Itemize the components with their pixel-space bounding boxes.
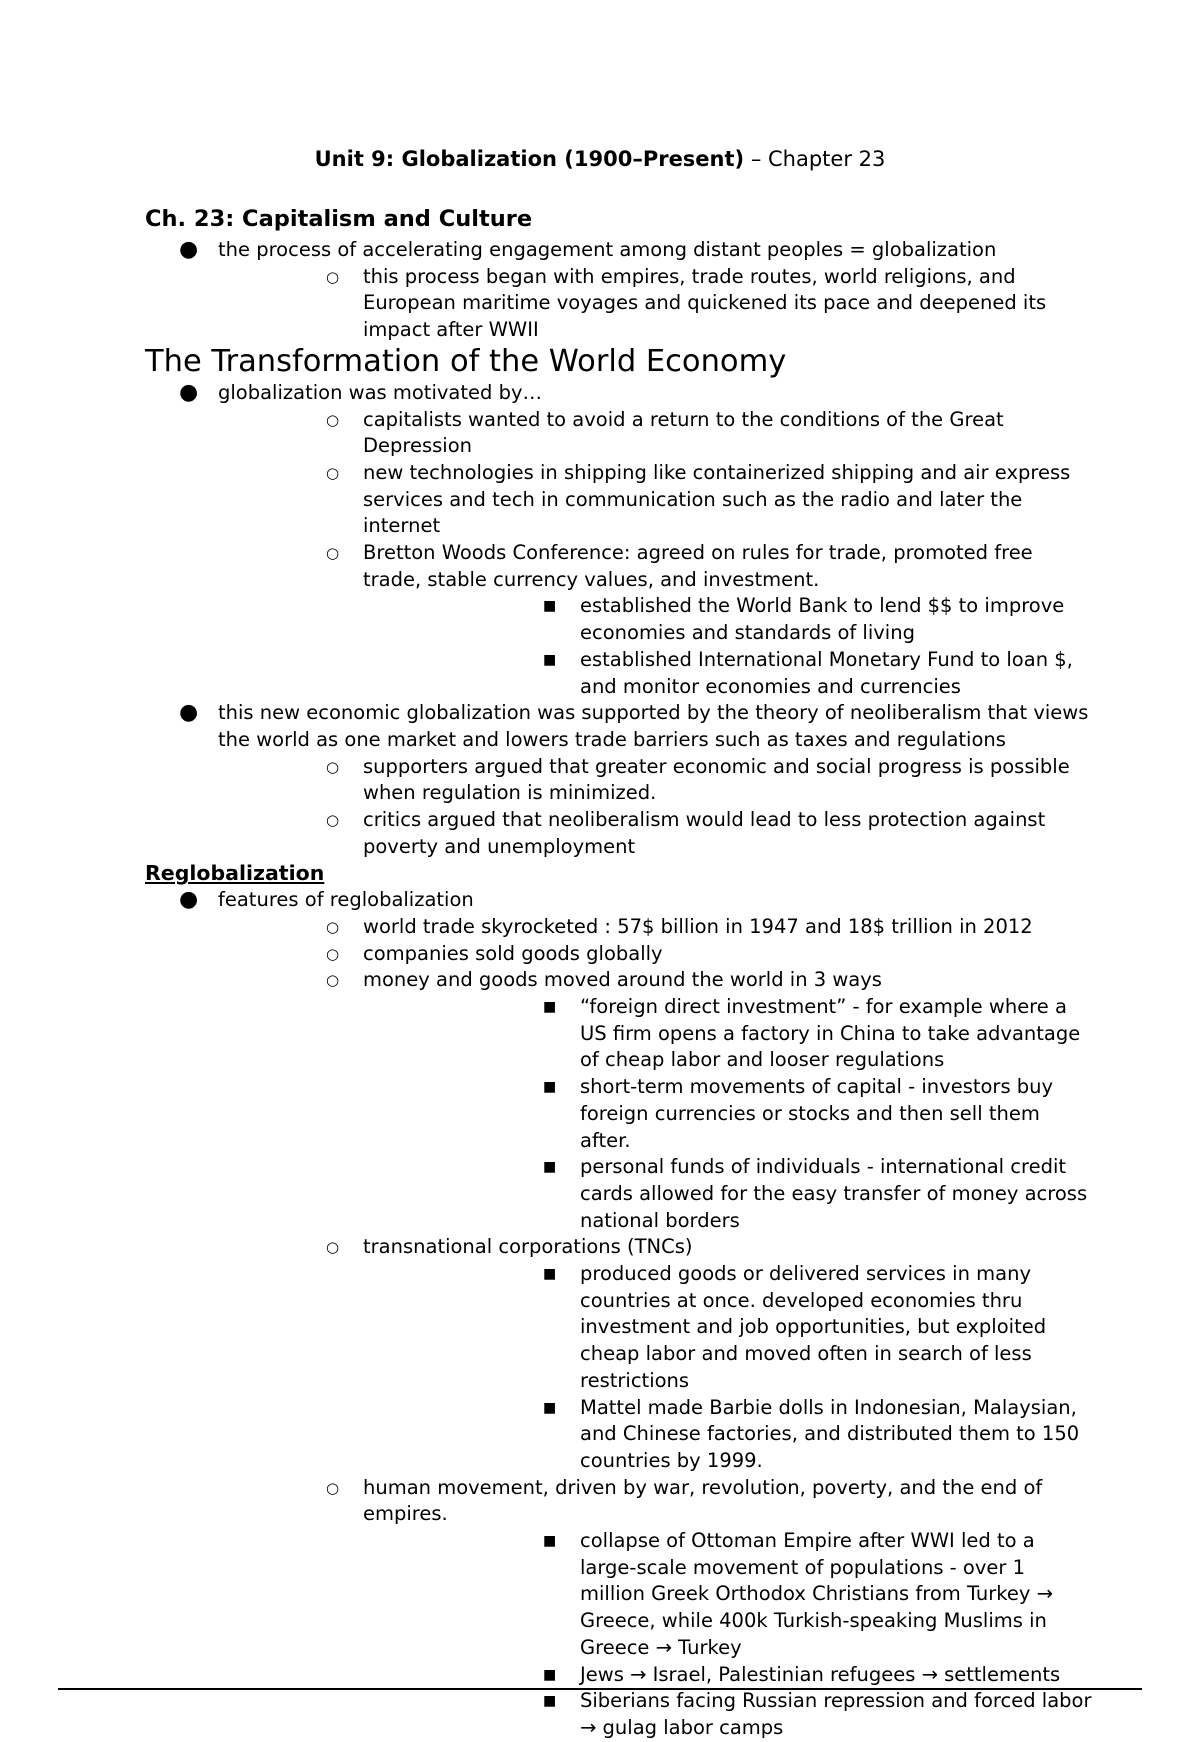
list-item-text: established International Monetary Fund to loan $, and monitor economies and currencies — [580, 647, 1073, 698]
list-item — [218, 540, 1095, 700]
bullet-square-icon: ■ — [543, 1266, 557, 1283]
list-item-text: Siberians facing Russian repression and forced labor → gulag labor camps — [580, 1689, 1092, 1739]
list-item-text: capitalists wanted to avoid a return to the conditions of the Great Depression — [363, 407, 1004, 458]
list-item — [218, 460, 1095, 540]
bullet-circle-icon: ○ — [326, 267, 340, 286]
bullet-circle-icon: ○ — [326, 811, 340, 830]
list-item-text: transnational corporations (TNCs) — [363, 1235, 693, 1259]
bullet-square-icon: ■ — [543, 598, 557, 615]
list-item — [363, 1154, 1095, 1234]
list-item — [218, 264, 1095, 344]
list-item-text: Jews → Israel, Palestinian refugees → settlements — [580, 1662, 1061, 1686]
list-item-text: short-term movements of capital - investors buy foreign currencies or stocks and then sell them after. — [580, 1075, 1054, 1152]
sub-sub-bullet-list — [363, 1261, 1095, 1475]
list-item-text: supporters argued that greater economic and social progress is possible when regulation is minimized. — [363, 754, 1070, 805]
bullet-circle-icon: ○ — [326, 1238, 340, 1257]
bullet-circle-icon: ○ — [326, 971, 340, 990]
list-item — [363, 994, 1095, 1074]
bullet-dot-icon: ● — [179, 887, 199, 913]
list-item — [363, 593, 1095, 646]
page-title-chapter: – Chapter 23 — [744, 147, 886, 171]
sub-bullet-list — [218, 754, 1095, 861]
list-item — [218, 914, 1095, 941]
bullet-list — [145, 237, 1095, 344]
list-item-text: new technologies in shipping like containerized shipping and air express services and tech in communication such as the radio and later the internet — [363, 460, 1071, 538]
list-item — [145, 887, 1095, 1742]
sub-bullet-list — [218, 407, 1095, 701]
notes-content — [145, 203, 1095, 1742]
section-heading-reglobalization: Reglobalization — [145, 861, 325, 886]
list-item-text: collapse of Ottoman Empire after WWI led to a large-scale movement of populations - over 1 million Greek Orthodox Christians from Turkey → Greece, while 400k Turkish-speaking Muslims in Greece → Turkey — [580, 1529, 1053, 1659]
bullet-square-icon: ■ — [543, 1666, 557, 1683]
list-item — [218, 407, 1095, 460]
list-item — [145, 237, 1095, 344]
bullet-circle-icon: ○ — [326, 944, 340, 963]
page-title-main: Unit 9: Globalization (1900–Present) — [314, 147, 745, 171]
sub-sub-bullet-list — [363, 593, 1095, 700]
list-item — [363, 1688, 1095, 1741]
list-item-text: personal funds of individuals - international credit cards allowed for the easy transfer of money across national borders — [580, 1155, 1088, 1232]
list-item — [145, 380, 1095, 700]
list-item-text: features of reglobalization — [218, 888, 474, 912]
list-item — [218, 1475, 1095, 1742]
bullet-dot-icon: ● — [179, 237, 199, 262]
list-item-text: this process began with empires, trade routes, world religions, and European maritime voyages and quickened its pace and deepened its impact after WWII — [363, 264, 1047, 342]
list-item — [363, 1261, 1095, 1395]
bullet-square-icon: ■ — [543, 1159, 557, 1176]
bullet-list — [145, 887, 1095, 1742]
bullet-list — [145, 380, 1095, 861]
bullet-square-icon: ■ — [543, 1399, 557, 1416]
bullet-circle-icon: ○ — [326, 1478, 340, 1497]
list-item — [363, 1528, 1095, 1662]
bullet-circle-icon: ○ — [326, 463, 340, 482]
list-item-text: critics argued that neoliberalism would lead to less protection against poverty and unemployment — [363, 808, 1046, 858]
list-item — [145, 700, 1095, 860]
list-item-text: produced goods or delivered services in many countries at once. developed economies thru investment and job opportunities, but exploited cheap labor and moved often in search of less restrictions — [580, 1262, 1047, 1392]
bullet-dot-icon: ● — [179, 379, 199, 405]
bullet-square-icon: ■ — [543, 1693, 557, 1710]
list-item-text: established the World Bank to lend $$ to improve economies and standards of living — [580, 594, 1065, 645]
bullet-square-icon: ■ — [543, 1079, 557, 1096]
bullet-circle-icon: ○ — [326, 410, 340, 429]
list-item — [218, 941, 1095, 968]
list-item — [218, 807, 1095, 860]
page-title — [0, 145, 1200, 173]
list-item — [363, 1395, 1095, 1475]
bullet-circle-icon: ○ — [326, 544, 340, 563]
list-item — [218, 1234, 1095, 1474]
list-item-text: globalization was motivated by… — [218, 380, 542, 404]
list-item-text: money and goods moved around the world in 3 ways — [363, 968, 882, 992]
bullet-circle-icon: ○ — [326, 757, 340, 776]
list-item-text: the process of accelerating engagement among distant peoples = globalization — [218, 238, 997, 261]
sub-sub-bullet-list — [363, 994, 1095, 1234]
sub-sub-bullet-list — [363, 1528, 1095, 1742]
list-item-text: human movement, driven by war, revolution, poverty, and the end of empires. — [363, 1475, 1043, 1526]
sub-bullet-list — [218, 264, 1095, 344]
list-item-text: Mattel made Barbie dolls in Indonesian, Malaysian, and Chinese factories, and distributed them to 150 countries by 1999. — [580, 1395, 1080, 1472]
list-item-text: this new economic globalization was supported by the theory of neoliberalism that views the world as one market and lowers trade barriers such as taxes and regulations — [218, 701, 1089, 751]
list-item — [363, 1662, 1095, 1689]
list-item-text: world trade skyrocketed : 57$ billion in 1947 and 18$ trillion in 2012 — [363, 914, 1033, 938]
bullet-square-icon: ■ — [543, 1533, 557, 1550]
sub-bullet-list — [218, 914, 1095, 1742]
bullet-square-icon: ■ — [543, 651, 557, 668]
list-item — [363, 1074, 1095, 1154]
list-item-text: companies sold goods globally — [363, 941, 663, 965]
list-item — [218, 754, 1095, 807]
list-item — [218, 967, 1095, 1234]
bullet-dot-icon: ● — [179, 700, 199, 726]
footer-divider — [58, 1688, 1142, 1690]
list-item-text: “foreign direct investment” - for example where a US firm opens a factory in China to take advantage of cheap labor and looser regulations — [580, 994, 1081, 1072]
section-heading-world-economy: The Transformation of the World Economy — [145, 343, 787, 379]
bullet-circle-icon: ○ — [326, 917, 340, 936]
list-item — [363, 647, 1095, 700]
section-heading-capitalism: Ch. 23: Capitalism and Culture — [145, 206, 533, 232]
list-item-text: Bretton Woods Conference: agreed on rules for trade, promoted free trade, stable currency values, and investment. — [363, 541, 1033, 591]
bullet-square-icon: ■ — [543, 998, 557, 1015]
